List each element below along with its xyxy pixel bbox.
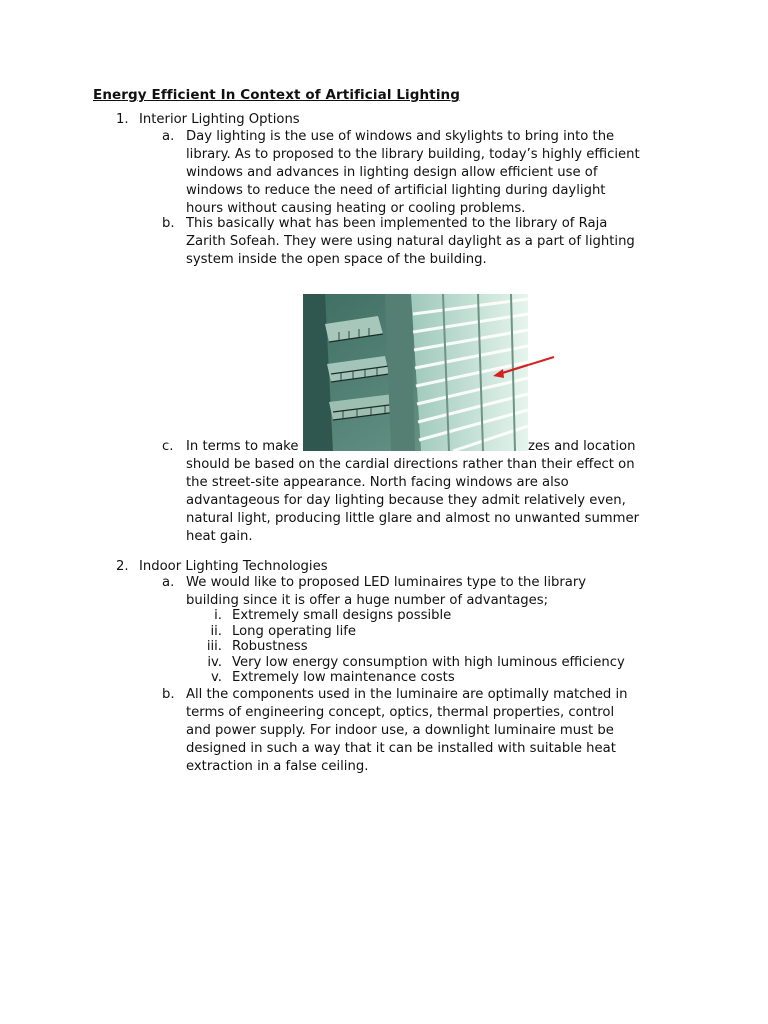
item-1c-line: the street-site appearance. North facing windows are also	[186, 475, 569, 490]
sub-item-numeral: iii.	[206, 639, 222, 654]
item-2b-line: terms of engineering concept, optics, thermal properties, control	[186, 705, 615, 720]
library-atrium-photo	[303, 294, 528, 451]
sub-item-text: Very low energy consumption with high luminous efficiency	[232, 654, 625, 670]
item-1c-first-line-start: In terms to make	[186, 439, 299, 454]
item-1a-letter: a.	[162, 129, 175, 144]
item-1c-letter: c.	[162, 439, 174, 454]
sub-item-numeral: ii.	[210, 623, 222, 639]
item-1c-line: should be based on the cardial directions rather than their effect on	[186, 457, 635, 472]
section-1-heading: Interior Lighting Options	[139, 112, 300, 127]
item-2b-line: All the components used in the luminaire are optimally matched in	[186, 687, 628, 702]
item-1c-line: heat gain.	[186, 529, 253, 544]
item-1a-line: hours without causing heating or cooling problems.	[186, 201, 526, 216]
item-2b-paragraph	[186, 686, 678, 776]
sub-item-numeral: v.	[211, 670, 222, 685]
item-1a-line: Day lighting is the use of windows and skylights to bring into the	[186, 129, 615, 144]
sub-item-text: Extremely low maintenance costs	[232, 670, 455, 685]
sub-item-numeral: iv.	[207, 654, 222, 670]
sub-item-text: Long operating life	[232, 623, 356, 639]
section-1-number: 1.	[116, 112, 129, 127]
item-1c-paragraph	[186, 456, 678, 546]
item-1a-paragraph	[186, 128, 678, 218]
item-2b-line: extraction in a false ceiling.	[186, 759, 369, 774]
item-1c-first-line-end: zes and location	[528, 439, 636, 454]
item-2a-line: building since it is offer a huge number of advantages;	[186, 593, 549, 608]
item-1a-line: windows and advances in lighting design allow efficient use of	[186, 165, 598, 180]
sub-item-numeral: i.	[214, 608, 222, 623]
item-2b-line: designed in such a way that it can be installed with suitable heat	[186, 741, 616, 756]
item-1c-line: natural light, producing little glare and almost no unwanted summer	[186, 511, 640, 526]
sub-item-text: Robustness	[232, 639, 308, 654]
red-arrow-tail-icon	[528, 354, 558, 374]
section-2-number: 2.	[116, 559, 129, 574]
item-2b-letter: b.	[162, 687, 175, 702]
sub-item-text: Extremely small designs possible	[232, 608, 452, 623]
item-1b-line: Zarith Sofeah. They were using natural daylight as a part of lighting	[186, 234, 635, 249]
item-1a-line: library. As to proposed to the library building, today’s highly efficient	[186, 147, 640, 162]
item-1b-paragraph	[186, 215, 678, 269]
section-2-heading: Indoor Lighting Technologies	[139, 559, 328, 574]
item-2a-line: We would like to proposed LED luminaires type to the library	[186, 575, 587, 590]
item-1b-letter: b.	[162, 216, 175, 231]
item-2b-line: and power supply. For indoor use, a downlight luminaire must be	[186, 723, 614, 738]
item-1c-line: advantageous for day lighting because they admit relatively even,	[186, 493, 626, 508]
document-title: Energy Efficient In Context of Artificial Lighting	[93, 87, 461, 103]
item-2a-paragraph	[186, 574, 678, 610]
item-1b-line: system inside the open space of the building.	[186, 252, 487, 267]
item-2a-letter: a.	[162, 575, 175, 590]
item-1a-line: windows to reduce the need of artificial lighting during daylight	[186, 183, 606, 198]
item-1b-line: This basically what has been implemented to the library of Raja	[186, 216, 608, 231]
